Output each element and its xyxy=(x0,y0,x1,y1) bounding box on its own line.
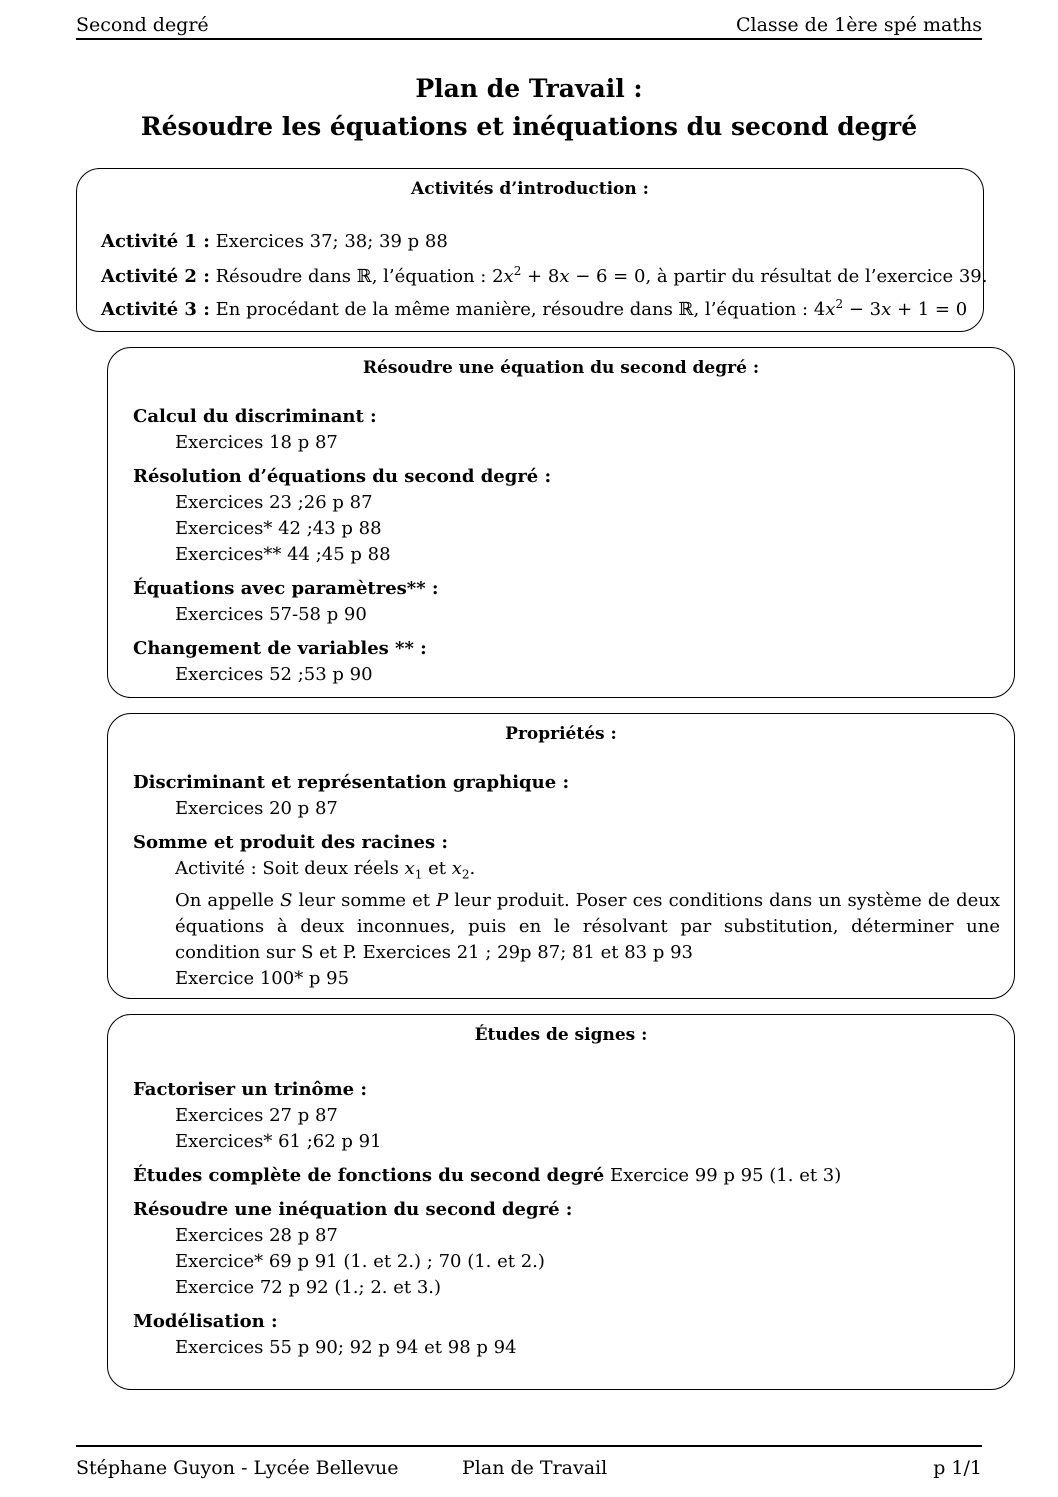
exercise-item: Exercices** 44 ;45 p 88 xyxy=(175,544,391,565)
footer-title: Plan de Travail xyxy=(462,1457,608,1479)
group-title: Résoudre une inéquation du second degré : xyxy=(133,1199,573,1220)
intro-heading: Activités d’introduction : xyxy=(411,179,649,199)
group-title: Modélisation : xyxy=(133,1311,278,1332)
activity-2 xyxy=(101,264,987,287)
group-title: Discriminant et représentation graphique : xyxy=(133,772,570,793)
intro-activities-box xyxy=(76,168,988,332)
exercise-item: Exercices* 61 ;62 p 91 xyxy=(175,1131,382,1152)
exercise-item: Exercices 57-58 p 90 xyxy=(175,604,367,625)
exercise-item: Exercice 72 p 92 (1.; 2. et 3.) xyxy=(175,1277,442,1298)
exercise-item: Exercices 18 p 87 xyxy=(175,432,338,453)
properties-section-box xyxy=(107,713,1015,999)
properties-content xyxy=(133,762,1000,992)
title-line-1: Plan de Travail : xyxy=(415,74,643,103)
signs-content xyxy=(133,1069,1000,1361)
exercise-item: Exercices 20 p 87 xyxy=(175,798,338,819)
activity-label: Activité 3 : xyxy=(101,299,210,320)
activity-text: En procédant de la même manière, résoudre dans ℝ, l’équation : xyxy=(215,299,814,320)
exercise-item: Exercice* 69 p 91 (1. et 2.) ; 70 (1. et 2.) xyxy=(175,1251,545,1272)
group-title: Factoriser un trinôme : xyxy=(133,1079,367,1100)
group-title: Changement de variables ** : xyxy=(133,638,427,659)
exercise-item: Exercices 27 p 87 xyxy=(175,1105,338,1126)
signs-heading: Études de signes : xyxy=(474,1025,648,1045)
activity-label: Activité 1 : xyxy=(101,231,210,252)
page-header xyxy=(76,8,982,40)
signs-section-box xyxy=(107,1014,1015,1390)
group-title: Équations avec paramètres** : xyxy=(133,578,439,599)
title-line-2: Résoudre les équations et inéquations du second degré xyxy=(140,112,918,141)
header-left: Second degré xyxy=(76,14,209,36)
equation: $2x^2 + 8x - 6 = 0$ xyxy=(492,264,646,287)
page-title xyxy=(0,70,1058,146)
activity-label: Activité 2 : xyxy=(101,266,210,287)
activity-3 xyxy=(101,297,967,320)
activity-text: Exercices 37; 38; 39 p 88 xyxy=(215,231,448,252)
equation-section-heading: Résoudre une équation du second degré : xyxy=(362,358,760,378)
exercise-item: Exercices 55 p 90; 92 p 94 et 98 p 94 xyxy=(175,1337,517,1358)
exercise-item: Exercices 28 p 87 xyxy=(175,1225,338,1246)
activity-statement: Activité : Soit deux réels $x_1$ et $x_2$. xyxy=(175,858,476,882)
page-footer xyxy=(76,1445,982,1487)
group-title: Calcul du discriminant : xyxy=(133,406,377,427)
footer-author: Stéphane Guyon - Lycée Bellevue xyxy=(76,1457,399,1479)
exercise-item: Exercices 52 ;53 p 90 xyxy=(175,664,373,685)
equation: $4x^2 - 3x + 1 = 0$ xyxy=(813,297,968,320)
group-title: Somme et produit des racines : xyxy=(133,832,448,853)
exercise-item: Exercices 23 ;26 p 87 xyxy=(175,492,373,513)
exercise-item: Exercice 100* p 95 xyxy=(175,967,350,989)
group-title: Résolution d’équations du second degré : xyxy=(133,466,552,487)
exercise-item: Exercices* 42 ;43 p 88 xyxy=(175,518,382,539)
group-title-inline: Études complète de fonctions du second degré Exercice 99 p 95 (1. et 3) xyxy=(133,1165,842,1186)
properties-heading: Propriétés : xyxy=(505,724,617,744)
activity-1 xyxy=(101,231,448,252)
activity-text: Résoudre dans ℝ, l’équation : xyxy=(215,266,493,287)
equation-section-box xyxy=(107,347,1015,698)
header-right: Classe de 1ère spé maths xyxy=(735,14,982,36)
page-number: p 1/1 xyxy=(933,1457,982,1479)
activity-paragraph: On appelle S leur somme et P leur produit. Poser ces conditions dans un système de deux équations à deux inconnues, puis en le résolvant par substitution, déterminer une condition sur S et P. Exercices 21 ; 29p 87; 81 et 83 p 93 xyxy=(175,889,1001,963)
activity-text-after: , à partir du résultat de l’exercice 39. xyxy=(645,266,988,287)
equation-section-content xyxy=(133,396,1000,688)
